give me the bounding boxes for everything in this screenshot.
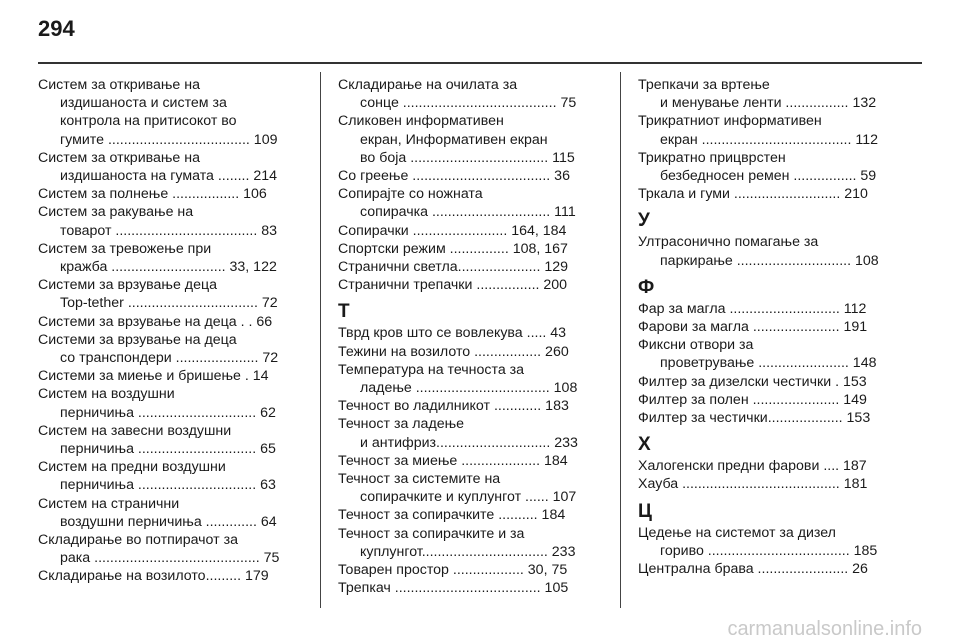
index-entry-line: Тврд кров што се вовлекува ..... 43 <box>338 325 567 342</box>
index-entry[interactable] <box>338 525 588 561</box>
index-entry[interactable] <box>638 391 888 409</box>
footer-watermark: carmanualsonline.info <box>727 618 922 640</box>
index-entry[interactable] <box>38 331 288 367</box>
index-entry[interactable] <box>338 258 588 276</box>
index-entry[interactable] <box>338 324 588 342</box>
header-rule <box>38 62 922 64</box>
column-divider <box>620 72 621 608</box>
index-entry[interactable] <box>338 415 588 451</box>
index-entry-line: Систем на воздушни <box>38 386 175 403</box>
index-entry-line: Ултрасонично помагање за <box>638 234 819 251</box>
index-entry-line: рака .......................................... 75 <box>60 550 280 567</box>
index-entry[interactable] <box>38 495 288 531</box>
index-entry[interactable] <box>638 318 888 336</box>
index-entry-line: Товарен простор .................. 30, 75 <box>338 562 568 579</box>
index-entry-line: Фарови за магла ...................... 191 <box>638 319 868 336</box>
index-entry[interactable] <box>38 385 288 421</box>
index-entry[interactable] <box>338 579 588 597</box>
index-entry-line: Сопирачки ........................ 164, 184 <box>338 222 567 239</box>
index-entry[interactable] <box>38 76 288 149</box>
index-entry-line: Систем за откривање на <box>38 149 200 166</box>
index-letter-heading: Х <box>638 434 651 456</box>
index-entry-line: проветрување ....................... 148 <box>660 355 877 372</box>
index-entry-line: Складирање на возилото......... 179 <box>38 568 269 585</box>
index-entry[interactable] <box>638 475 888 493</box>
index-entry-line: и менување ленти ................ 132 <box>660 95 877 112</box>
index-entry[interactable] <box>38 149 288 185</box>
index-entry[interactable] <box>338 222 588 240</box>
index-entry-line: куплунгот................................ 233 <box>360 543 576 560</box>
index-entry-line: и антифриз............................. 233 <box>360 434 578 451</box>
index-entry-line: Систем на завесни воздушни <box>38 422 232 439</box>
index-entry-line: Систем за откривање на <box>38 77 200 93</box>
index-entry-line: Цедење на системот за дизел <box>638 524 836 541</box>
index-entry-line: издишаноста и систем за <box>60 95 227 112</box>
index-letter-heading: Ф <box>638 276 655 298</box>
index-entry-line: Систем на странични <box>38 495 180 512</box>
column-divider <box>320 72 321 608</box>
index-entry-line: Течност за сопирачките .......... 184 <box>338 507 566 524</box>
index-entry-line: Складирање на очилата за <box>338 77 518 93</box>
index-column-1 <box>38 76 288 586</box>
index-entry-line: гориво .................................... 185 <box>660 542 878 559</box>
index-entry[interactable] <box>338 112 588 167</box>
index-entry[interactable] <box>638 112 888 148</box>
index-entry-line: перничиња .............................. 63 <box>60 477 276 494</box>
index-entry-line: Трикратниот информативен <box>638 113 822 130</box>
index-entry[interactable] <box>638 524 888 560</box>
index-entry[interactable] <box>338 470 588 506</box>
index-entry[interactable] <box>638 149 888 185</box>
index-entry-line: Систем на предни воздушни <box>38 459 226 476</box>
index-entry[interactable] <box>638 373 888 391</box>
index-entry-line: Течност за системите на <box>338 471 501 488</box>
index-entry[interactable] <box>38 422 288 458</box>
index-entry-line: екран ...................................... 112 <box>660 131 879 148</box>
index-entry-line: Течност во ладилникот ............ 183 <box>338 398 569 415</box>
index-entry-line: Спортски режим ............... 108, 167 <box>338 240 568 257</box>
index-entry[interactable] <box>38 367 288 385</box>
index-entry[interactable] <box>338 506 588 524</box>
index-entry[interactable] <box>338 343 588 361</box>
index-entry[interactable] <box>638 336 888 372</box>
index-entry[interactable] <box>338 276 588 294</box>
index-entry-line: Систем за полнење ................. 106 <box>38 186 267 203</box>
index-entry-line: Фиксни отвори за <box>638 337 754 354</box>
index-entry[interactable] <box>338 561 588 579</box>
index-entry[interactable] <box>638 233 888 269</box>
index-entry[interactable] <box>38 185 288 203</box>
index-entry-line: Тркала и гуми ........................... 210 <box>638 186 868 203</box>
index-entry-line: Течност за сопирачките и за <box>338 525 525 542</box>
index-entry-line: Тежини на возилото ................. 260 <box>338 343 569 360</box>
index-entry-line: издишаноста на гумата ........ 214 <box>60 168 278 185</box>
index-entry-line: Систем за тревожење при <box>38 240 212 257</box>
index-entry[interactable] <box>38 458 288 494</box>
index-entry-line: Странични трепачки ................ 200 <box>338 277 568 294</box>
index-entry-line: Складирање во потпирачот за <box>38 532 238 549</box>
index-entry[interactable] <box>38 240 288 276</box>
index-entry-line: Фар за магла ............................ 112 <box>638 300 867 317</box>
index-entry-line: Сликовен информативен <box>338 113 504 130</box>
index-entry-line: Трикратно прицврстен <box>638 149 786 166</box>
index-entry-line: гумите .................................... 109 <box>60 131 278 148</box>
index-entry-line: Филтер за полен ...................... 149 <box>638 391 867 408</box>
index-entry[interactable] <box>38 567 288 585</box>
index-entry-line: Температура на течноста за <box>338 361 525 378</box>
index-entry-line: перничиња .............................. 62 <box>60 404 276 421</box>
index-entry-line: кражба ............................. 33, 122 <box>60 259 277 276</box>
index-entry-line: паркирање ............................. 108 <box>660 252 879 269</box>
index-entry-line: Сопирајте со ножната <box>338 186 483 203</box>
index-letter-heading: У <box>638 210 650 232</box>
index-entry-line: Системи за врзување на деца . . 66 <box>38 313 273 330</box>
index-entry[interactable] <box>38 313 288 331</box>
index-entry-line: Странични светла..................... 129 <box>338 259 569 276</box>
index-letter-heading: Ц <box>638 500 652 522</box>
index-entry[interactable] <box>638 300 888 318</box>
index-entry-line: Top-tether ................................. 72 <box>60 295 278 312</box>
index-entry[interactable] <box>338 76 588 112</box>
index-entry-line: Халогенски предни фарови .... 187 <box>638 458 867 475</box>
index-entry-line: Системи за миење и бришење . 14 <box>38 368 269 385</box>
index-entry-line: Системи за врзување деца <box>38 277 217 294</box>
index-entry-line: Системи за врзување на деца <box>38 331 237 348</box>
index-entry-line: сопирачка .............................. 111 <box>360 204 576 221</box>
index-entry-line: Трепкач ..................................... 105 <box>338 580 569 597</box>
index-entry[interactable] <box>638 560 888 578</box>
index-entry[interactable] <box>638 76 888 112</box>
index-entry-line: безбедносен ремен ................ 59 <box>660 168 877 185</box>
index-entry[interactable] <box>638 185 888 203</box>
index-column-3 <box>638 76 888 578</box>
index-entry-line: Хауба ........................................ 181 <box>638 476 868 493</box>
index-entry[interactable] <box>38 531 288 567</box>
index-entry[interactable] <box>638 409 888 427</box>
index-entry-line: воздушни перничиња ............. 64 <box>60 513 277 530</box>
index-entry-line: Филтер за честички................... 153 <box>638 410 871 427</box>
index-entry[interactable] <box>338 240 588 258</box>
index-entry[interactable] <box>638 457 888 475</box>
index-entry-line: контрола на притисокот во <box>60 113 237 130</box>
index-entry-line: перничиња .............................. 65 <box>60 441 276 458</box>
index-entry-line: Трепкачи за вртење <box>638 77 770 93</box>
index-entry-line: Со греење ................................... 36 <box>338 168 570 185</box>
index-entry-line: Течност за ладење <box>338 416 465 433</box>
index-entry-line: екран, Информативен екран <box>360 131 548 148</box>
index-entry-line: со транспондери ..................... 72 <box>60 350 279 367</box>
index-entry[interactable] <box>338 397 588 415</box>
index-entry-line: ладење .................................. 108 <box>360 380 578 397</box>
index-entry[interactable] <box>38 276 288 312</box>
index-entry[interactable] <box>338 167 588 185</box>
index-entry[interactable] <box>338 361 588 397</box>
index-entry-line: сонце ....................................... 75 <box>360 95 577 112</box>
index-entry[interactable] <box>338 185 588 221</box>
index-entry-line: Централна брава ....................... 26 <box>638 561 868 578</box>
index-entry-line: Систем за ракување на <box>38 204 194 221</box>
index-entry-line: Филтер за дизелски честички . 153 <box>638 373 867 390</box>
page-number: 294 <box>38 16 75 41</box>
index-entry-line: Течност за миење .................... 184 <box>338 452 568 469</box>
index-entry-line: во боја ................................... 115 <box>360 149 575 166</box>
index-column-2 <box>338 76 588 597</box>
index-entry-line: товарот .................................... 83 <box>60 222 278 239</box>
index-entry[interactable] <box>38 203 288 239</box>
index-letter-heading: Т <box>338 301 350 323</box>
index-entry[interactable] <box>338 452 588 470</box>
index-entry-line: сопирачките и куплунгот ...... 107 <box>360 489 577 506</box>
